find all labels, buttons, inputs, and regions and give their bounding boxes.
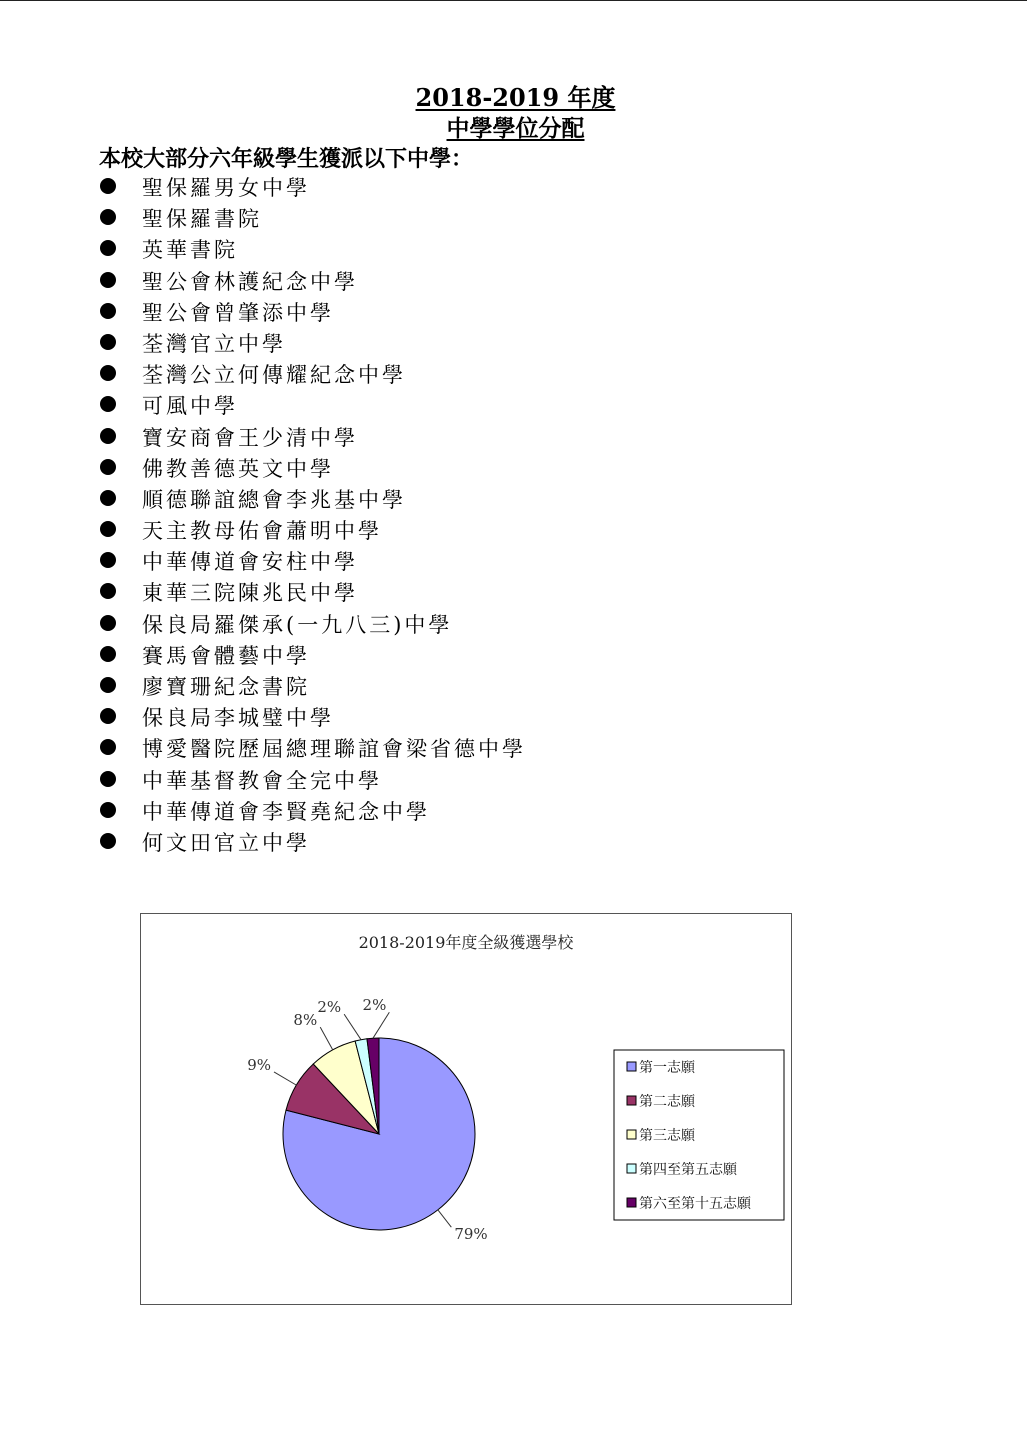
- bullet-icon: [100, 365, 116, 381]
- bullet-icon: [100, 771, 116, 787]
- school-name: 保良局羅傑承(一九八三)中學: [142, 612, 453, 637]
- legend-label: 第二志願: [639, 1094, 695, 1110]
- school-name: 廖寶珊紀念書院: [142, 675, 310, 699]
- school-name: 天主教母佑會蕭明中學: [142, 519, 382, 544]
- legend-swatch: [627, 1164, 636, 1173]
- intro-text: 本校大部分六年級學生獲派以下中學：: [99, 146, 474, 172]
- school-name: 博愛醫院歷屆總理聯誼會梁省德中學: [142, 737, 526, 762]
- school-name: 中華傳道會安柱中學: [142, 550, 358, 575]
- bullet-icon: [100, 677, 116, 693]
- bullet-icon: [100, 552, 116, 568]
- school-name: 荃灣公立何傳耀紀念中學: [142, 363, 406, 388]
- pie-value-label: 79%: [454, 1225, 488, 1244]
- pie-value-label: 9%: [247, 1055, 271, 1074]
- leader-line: [438, 1210, 451, 1227]
- bullet-icon: [100, 583, 116, 599]
- bullet-icon: [100, 272, 116, 288]
- page-title-year: 2018-2019 年度: [415, 83, 616, 112]
- school-name: 賽馬會體藝中學: [142, 643, 310, 668]
- legend-label: 第四至第五志願: [639, 1162, 737, 1178]
- school-name: 中華傳道會李賢堯紀念中學: [142, 799, 430, 824]
- pie-value-label: 8%: [293, 1011, 318, 1030]
- bullet-icon: [100, 708, 116, 724]
- school-name: 聖公會林護紀念中學: [142, 269, 358, 294]
- bullet-icon: [100, 396, 116, 412]
- school-name: 寶安商會王少清中學: [142, 425, 358, 450]
- school-name: 聖保羅書院: [142, 207, 262, 232]
- pie-chart: [141, 914, 791, 1304]
- leader-line: [320, 1027, 333, 1050]
- legend-swatch: [627, 1198, 636, 1207]
- pie-value-label: 2%: [362, 996, 387, 1015]
- school-name: 聖公會曾肇添中學: [142, 300, 334, 325]
- legend-swatch: [627, 1062, 636, 1071]
- bullet-icon: [100, 209, 116, 225]
- school-name: 可風中學: [142, 394, 238, 419]
- bullet-icon: [100, 646, 116, 662]
- school-name: 何文田官立中學: [142, 830, 310, 855]
- school-name: 英華書院: [142, 238, 238, 263]
- school-name: 中華基督教會全完中學: [142, 768, 382, 793]
- page-subtitle: 中學學位分配: [446, 115, 585, 142]
- school-name: 聖保羅男女中學: [142, 176, 310, 200]
- school-name: 保良局李城璧中學: [142, 706, 334, 731]
- bullet-icon: [100, 490, 116, 506]
- pie-value-label: 2%: [317, 998, 342, 1017]
- bullet-icon: [100, 615, 116, 631]
- pie-chart-container: [140, 913, 792, 1305]
- bullet-icon: [100, 739, 116, 755]
- legend-swatch: [627, 1096, 636, 1105]
- bullet-icon: [100, 428, 116, 444]
- bullet-icon: [100, 303, 116, 319]
- bullet-icon: [100, 178, 116, 194]
- school-name: 順德聯誼總會李兆基中學: [142, 487, 406, 512]
- bullet-icon: [100, 833, 116, 849]
- bullet-icon: [100, 334, 116, 350]
- legend-label: 第三志願: [639, 1128, 695, 1144]
- chart-title: 2018-2019年度全級獲選學校: [358, 933, 574, 952]
- legend-label: 第一志願: [639, 1060, 695, 1076]
- legend-label: 第六至第十五志願: [639, 1196, 751, 1212]
- top-border-line: [0, 0, 1027, 1]
- school-name: 東華三院陳兆民中學: [142, 581, 358, 606]
- leader-line: [344, 1014, 361, 1040]
- bullet-icon: [100, 802, 116, 818]
- legend-swatch: [627, 1130, 636, 1139]
- school-name: 荃灣官立中學: [142, 331, 286, 356]
- leader-line: [274, 1072, 296, 1085]
- school-name: 佛教善德英文中學: [142, 456, 334, 481]
- leader-line: [373, 1012, 389, 1038]
- bullet-icon: [100, 459, 116, 475]
- bullet-icon: [100, 240, 116, 256]
- bullet-icon: [100, 521, 116, 537]
